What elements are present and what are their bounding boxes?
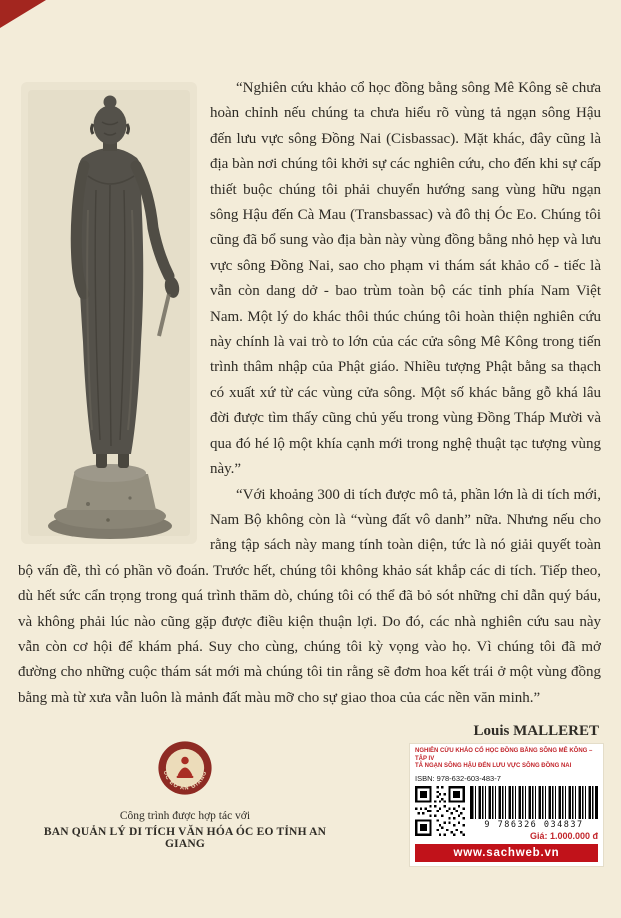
isbn-text: ISBN: 978-632-603-483-7: [415, 773, 501, 783]
partner-caption: Công trình được hợp tác với: [119, 810, 251, 822]
partner-organization: BAN QUẢN LÝ DI TÍCH VĂN HÓA ÓC EO TỈNH AN GIANG: [43, 826, 327, 850]
logo-ring-text: ÓC EO AN GIANG: [161, 770, 209, 792]
book-title-small: NGHIÊN CỨU KHẢO CỔ HỌC ĐỒNG BẰNG SÔNG MÊ KÔNG – TẬP IV: [415, 748, 593, 762]
barcode-box: [410, 744, 603, 866]
partner-block: [26, 740, 344, 850]
price-text: Giá: 1.000.000 đ: [529, 830, 598, 841]
author-name: Louis MALLERET: [473, 723, 599, 740]
quote-paragraph-2: “Với khoảng 300 di tích được mô tả, phần lớn là di tích mới, Nam Bộ không còn là “vùng đất vô danh” nữa. Nhưng nếu cho rằng tập sách này mang tính toàn diện, tức là nó giải quyết toàn bộ vấn đề, thì có phần võ đoán. Trước hết, chúng tôi không khảo sát khắp các di tích. Tiếp theo, dù hết sức cẩn trọng trong quá trình thăm dò, chúng tôi có thể đã bỏ sót những chỉ dẫn quý báu, và không phải lúc nào cũng gặp được điều kiện thuận lợi. Do đó, các nhà nghiên cứu sau này vẫn còn cơ hội để khám phá. Suy cho cùng, chúng tôi kỳ vọng vào họ. Vì chúng tôi đã mở đường cho những cuộc thám sát mới mà chúng tôi tin rằng sẽ đơm hoa kết trái ở một vùng đồng bằng mà từ xưa vẫn luôn là mảnh đất màu mỡ cho sự giao thoa của các nền văn minh.”: [18, 486, 601, 706]
oc-eo-an-giang-logo: [157, 740, 213, 796]
quote-paragraph-1: “Nghiên cứu khảo cổ học đồng bằng sông Mê Kông sẽ chưa hoàn chỉnh nếu chúng ta chưa hiểu rõ vùng tả ngạn sông Hậu đến lưu vực sông Đồng Nai (Cisbassac). Mặt khác, đây cũng là địa bàn nơi chúng tôi khởi sự các nghiên cứu, cho đến khi sự cấp thiết buộc chúng tôi phải chuyển hướng sang vùng hữu ngạn sông Hậu đến Cà Mau (Transbassac) và đô thị Óc Eo. Chúng tôi cũng đã bổ sung vào địa bàn này vùng đồng bằng nhỏ hẹp và lưu vực sông Đồng Nai, sao cho phạm vi thám sát khảo cổ - tiếc là vẫn còn dang dở - bao trùm toàn bộ các tỉnh phía Nam Việt Nam. Một lý do khác thôi thúc chúng tôi hoàn thiện nghiên cứu này chính là vai trò to lớn của các cửa sông Mê Kông trong tiến trình thâm nhập của Phật giáo. Nhiều tượng Phật bằng sa thạch có xuất xứ từ các vùng cửa sông. Một số khác bằng gỗ khá lâu đời được tìm thấy cũng chủ yếu trong vùng Đồng Tháp Mười và qua đó hé lộ một khía cạnh mới trong nghệ thuật tạc tượng vùng này.”: [210, 80, 601, 478]
qr-code: [415, 786, 465, 836]
book-subtitle-small: TẢ NGẠN SÔNG HẬU ĐẾN LƯU VỰC SÔNG ĐỒNG NAI: [415, 763, 572, 769]
quote-block: [18, 76, 601, 740]
publisher-website-banner: www.sachweb.vn: [415, 844, 598, 862]
corner-accent-triangle: [0, 0, 46, 28]
ean-barcode: [470, 786, 598, 819]
barcode-number: 9 786326 034837: [484, 819, 584, 830]
buddha-statue-illustration: [18, 80, 200, 548]
